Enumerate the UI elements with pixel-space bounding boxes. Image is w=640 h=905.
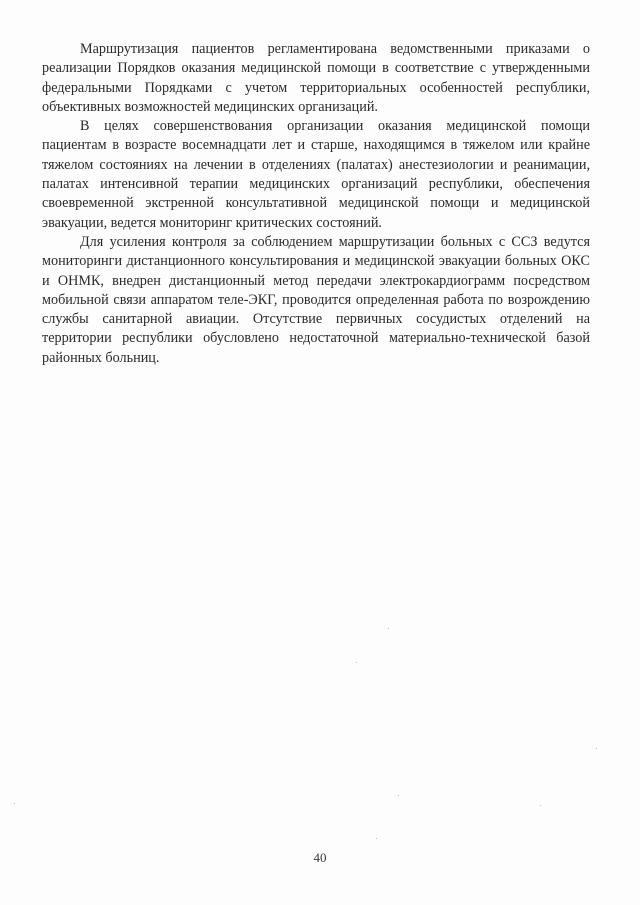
- body-text: [42, 40, 590, 368]
- paragraph-critical-care: В целях совершенствования организации оказания медицинской помощи пациентам в возрасте восемнадцати лет и старше, находящимся в тяжелом или крайне тяжелом состояниях на лечении в отделениях (палатах) анестезиологии и реанимации, палатах интенсивной терапии медицинских организаций республики, обеспечения своевременной экстренной консультативной медицинской помощи и медицинской эвакуации, ведется мониторинг критических состояний.: [42, 118, 590, 231]
- scan-speck: [376, 838, 377, 839]
- scan-speck: [388, 628, 389, 629]
- paragraph-monitoring: Для усиления контроля за соблюдением маршрутизации больных с ССЗ ведутся мониторинги дистанционного консультирования и медицинской эвакуации больных ОКС и ОНМК, внедрен дистанционный метод передачи электрокардиограмм посредством мобильной связи аппаратом теле-ЭКГ, проводится определенная работа по возрождению службы санитарной авиации. Отсутствие первичных сосудистых отделений на территории республики обусловлено недостаточной материально-технической базой районных больниц.: [42, 233, 590, 366]
- scan-speck: [596, 748, 597, 749]
- paragraph-routing: Маршрутизация пациентов регламентирована ведомственными приказами о реализации Порядков оказания медицинской помощи в соответствие с утвержденными федеральными Порядками с учетом территориальных особенностей республики, объективных возможностей медицинских организаций.: [42, 41, 590, 115]
- page-number: 40: [313, 850, 327, 865]
- scan-speck: [356, 662, 357, 663]
- scan-speck: [398, 795, 399, 796]
- scan-speck: [14, 803, 15, 804]
- scan-speck: [540, 805, 541, 806]
